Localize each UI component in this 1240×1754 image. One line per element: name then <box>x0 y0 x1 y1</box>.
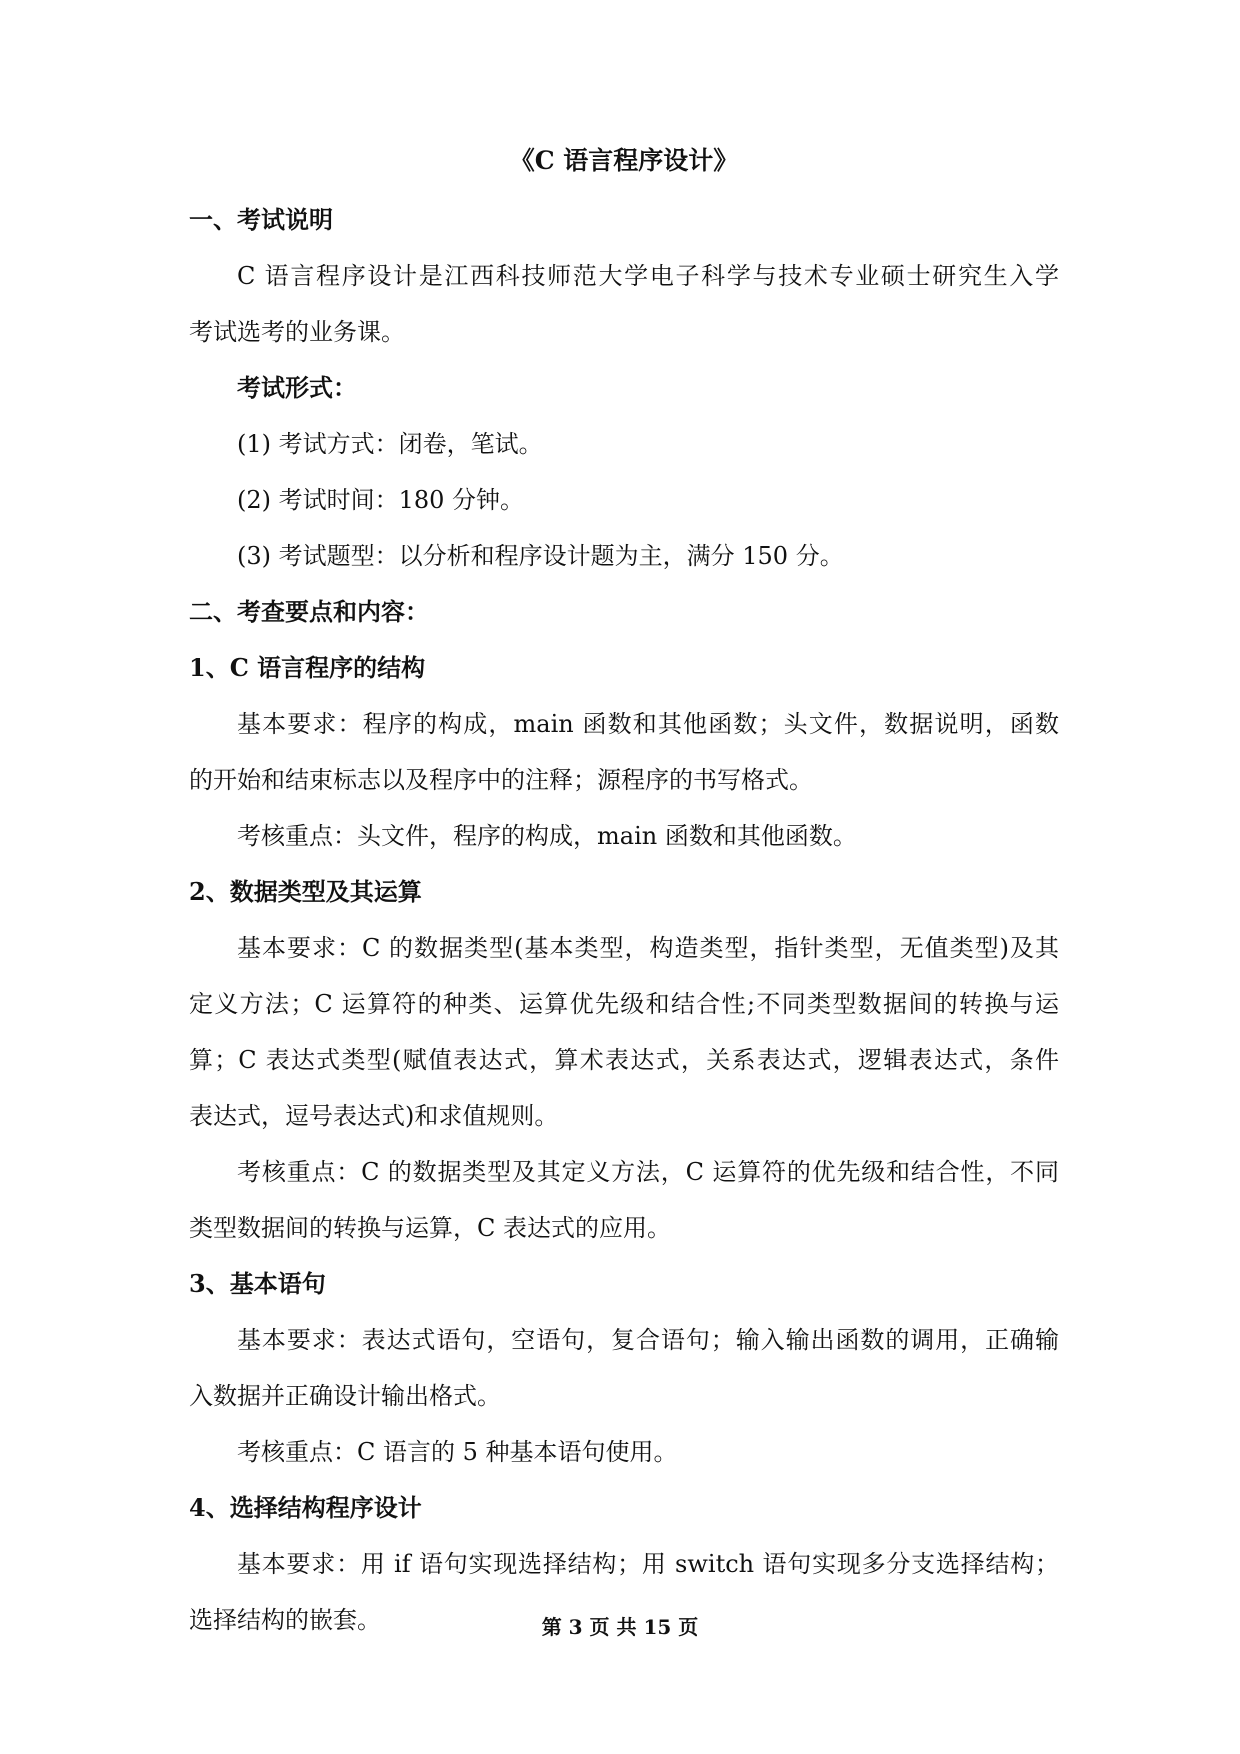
section-heading: 4、选择结构程序设计 <box>189 1493 422 1522</box>
text-line: C 语言程序设计是江西科技师范大学电子科学与技术专业硕士研究生入学 <box>237 262 1059 290</box>
body-text <box>189 192 1059 1648</box>
section-heading: 2、数据类型及其运算 <box>189 877 422 906</box>
text-line: 入数据并正确设计输出格式。 <box>189 1382 501 1410</box>
text-line: (1) 考试方式：闭卷，笔试。 <box>237 430 543 458</box>
text-line: 选择结构的嵌套。 <box>189 1606 381 1634</box>
section-heading: 一、考试说明 <box>189 205 333 234</box>
text-line: 定义方法；C 运算符的种类、运算优先级和结合性;不同类型数据间的转换与运 <box>189 990 1059 1018</box>
page-footer: 第 3 页 共 15 页 <box>541 1615 699 1639</box>
text-line: 类型数据间的转换与运算，C 表达式的应用。 <box>189 1214 671 1242</box>
text-line: 基本要求：程序的构成，main 函数和其他函数；头文件，数据说明，函数 <box>237 710 1059 738</box>
section-heading: 考试形式： <box>237 373 357 402</box>
text-line: 算；C 表达式类型(赋值表达式，算术表达式，关系表达式，逻辑表达式，条件 <box>189 1046 1059 1074</box>
text-line: 基本要求：用 if 语句实现选择结构；用 switch 语句实现多分支选择结构； <box>237 1550 1059 1578</box>
page-content <box>189 136 1059 1648</box>
document-title: 《C 语言程序设计》 <box>509 146 739 175</box>
text-line: (2) 考试时间：180 分钟。 <box>237 486 525 514</box>
section-heading: 1、C 语言程序的结构 <box>189 653 426 682</box>
text-line: 考核重点：C 语言的 5 种基本语句使用。 <box>237 1438 678 1466</box>
section-heading: 二、考查要点和内容： <box>189 597 429 626</box>
section-heading: 3、基本语句 <box>189 1269 326 1298</box>
text-line: 考核重点：头文件，程序的构成，main 函数和其他函数。 <box>237 822 857 850</box>
text-line: 的开始和结束标志以及程序中的注释；源程序的书写格式。 <box>189 766 813 794</box>
text-line: 考试选考的业务课。 <box>189 318 405 346</box>
text-line: 基本要求：表达式语句，空语句，复合语句；输入输出函数的调用，正确输 <box>237 1326 1059 1354</box>
text-line: (3) 考试题型：以分析和程序设计题为主，满分 150 分。 <box>237 542 844 570</box>
text-line: 考核重点：C 的数据类型及其定义方法，C 运算符的优先级和结合性，不同 <box>237 1158 1059 1186</box>
text-line: 基本要求：C 的数据类型(基本类型，构造类型，指针类型，无值类型)及其 <box>237 934 1059 962</box>
text-line: 表达式，逗号表达式)和求值规则。 <box>189 1102 559 1130</box>
